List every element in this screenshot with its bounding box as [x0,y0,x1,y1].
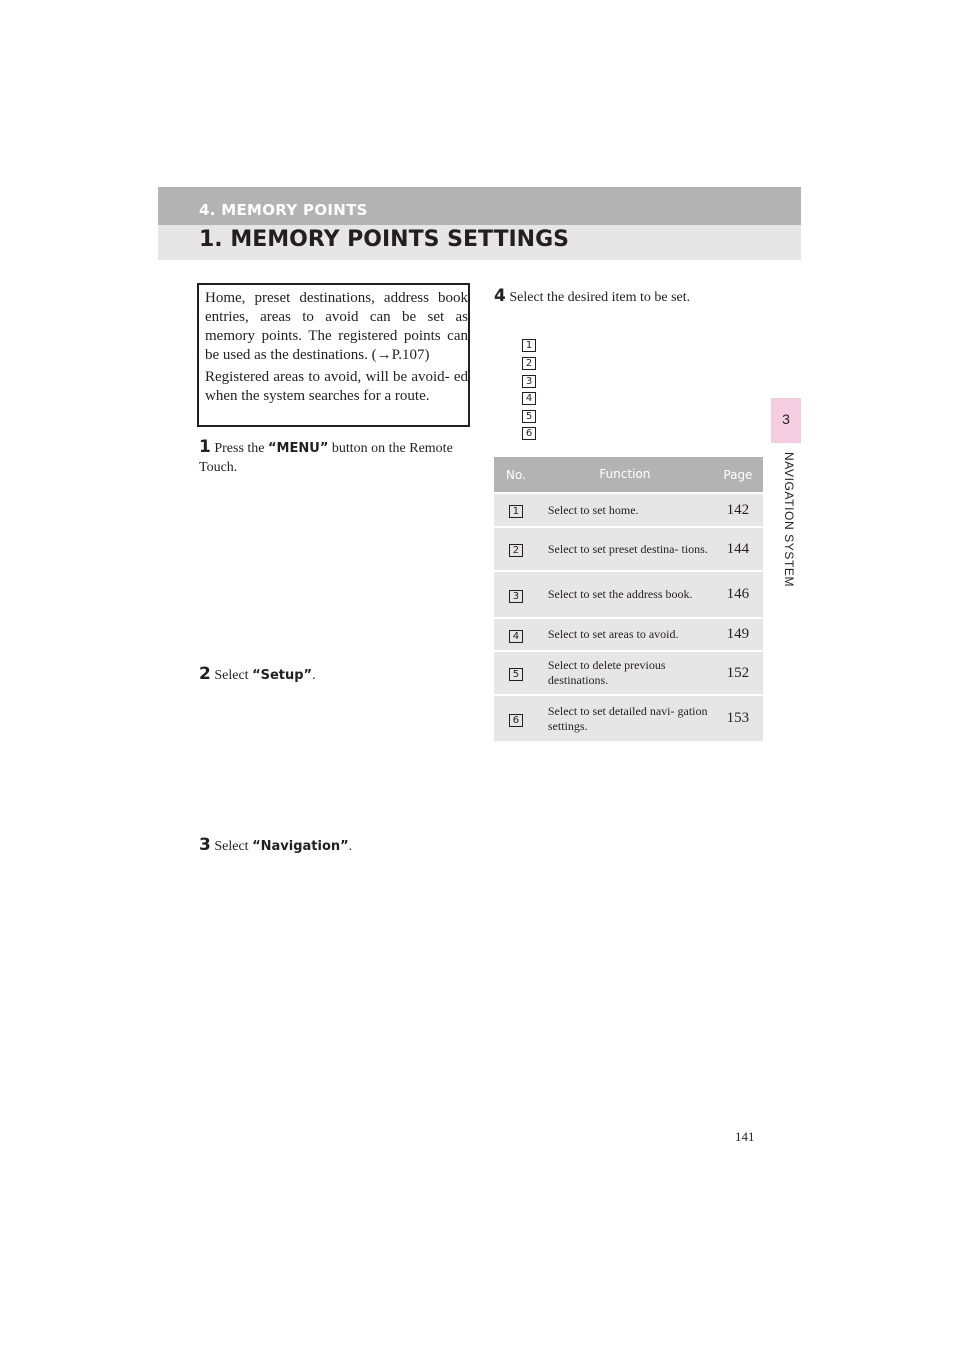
setup-label: “Setup” [252,668,313,683]
step-number: 4 [494,286,506,306]
header-no: No. [494,457,538,493]
step-text: Select the desired item to be set. [509,290,691,305]
row-number [494,571,538,618]
step-4 [494,286,690,306]
section-label: 4. MEMORY POINTS [199,201,368,219]
row-number [494,493,538,527]
intro-paragraph-1: Home, preset destinations, address book entries, areas to avoid can be set as memory points. The registered points can be used as the destinations. (→P.107) [205,290,468,363]
callout-marker-4: 4 [522,392,536,405]
callout-marker-6: 6 [522,427,536,440]
step-1 [199,438,471,477]
step-2 [199,664,316,684]
table-row [494,571,763,618]
step-text: . [348,839,353,854]
row-number [494,651,538,695]
step-text: Press the [214,441,269,456]
row-number [494,527,538,571]
page-number: 141 [735,1129,755,1144]
step-3 [199,835,352,855]
row-function: Select to set areas to avoid. [538,618,713,651]
page-title: 1. MEMORY POINTS SETTINGS [199,227,569,252]
row-marker: 5 [509,668,523,681]
section-header-bar [158,187,801,225]
navigation-label: “Navigation” [252,839,349,854]
header-page: Page [713,457,763,493]
title-bar [158,225,801,260]
table-row [494,493,763,527]
step-text: button on the Remote Touch. [199,441,453,475]
table-row [494,695,763,741]
table-row [494,618,763,651]
step-number: 3 [199,835,211,855]
row-marker: 3 [509,590,523,603]
callout-marker-5: 5 [522,410,536,423]
row-function: Select to delete previous destinations. [538,651,713,695]
chapter-tab [771,398,801,443]
step-text: . [312,668,316,683]
step-number: 2 [199,664,211,684]
chapter-label: NAVIGATION SYSTEM [782,452,796,588]
row-marker: 2 [509,544,523,557]
step-text: Select [214,839,253,854]
callout-marker-2: 2 [522,357,536,370]
header-function: Function [538,457,713,493]
menu-button-label: “MENU” [268,441,329,456]
row-number [494,695,538,741]
table-header-row [494,457,763,493]
row-page: 146 [713,571,763,618]
row-page: 149 [713,618,763,651]
step-text: Select [214,668,253,683]
row-function: Select to set detailed navi- gation settings. [538,695,713,741]
row-function: Select to set the address book. [538,571,713,618]
callout-marker-1: 1 [522,339,536,352]
row-function: Select to set preset destina- tions. [538,527,713,571]
step-number: 1 [199,437,211,457]
table-row [494,527,763,571]
function-table [494,457,763,741]
row-page: 153 [713,695,763,741]
row-marker: 4 [509,630,523,643]
row-marker: 6 [509,714,523,727]
callout-marker-3: 3 [522,375,536,388]
row-function: Select to set home. [538,493,713,527]
table-row [494,651,763,695]
chapter-number: 3 [782,411,790,427]
row-page: 144 [713,527,763,571]
row-number [494,618,538,651]
intro-box [197,283,470,427]
intro-paragraph-2: Registered areas to avoid, will be avoid- ed when the system searches for a route. [205,369,468,404]
row-page: 142 [713,493,763,527]
row-page: 152 [713,651,763,695]
row-marker: 1 [509,505,523,518]
